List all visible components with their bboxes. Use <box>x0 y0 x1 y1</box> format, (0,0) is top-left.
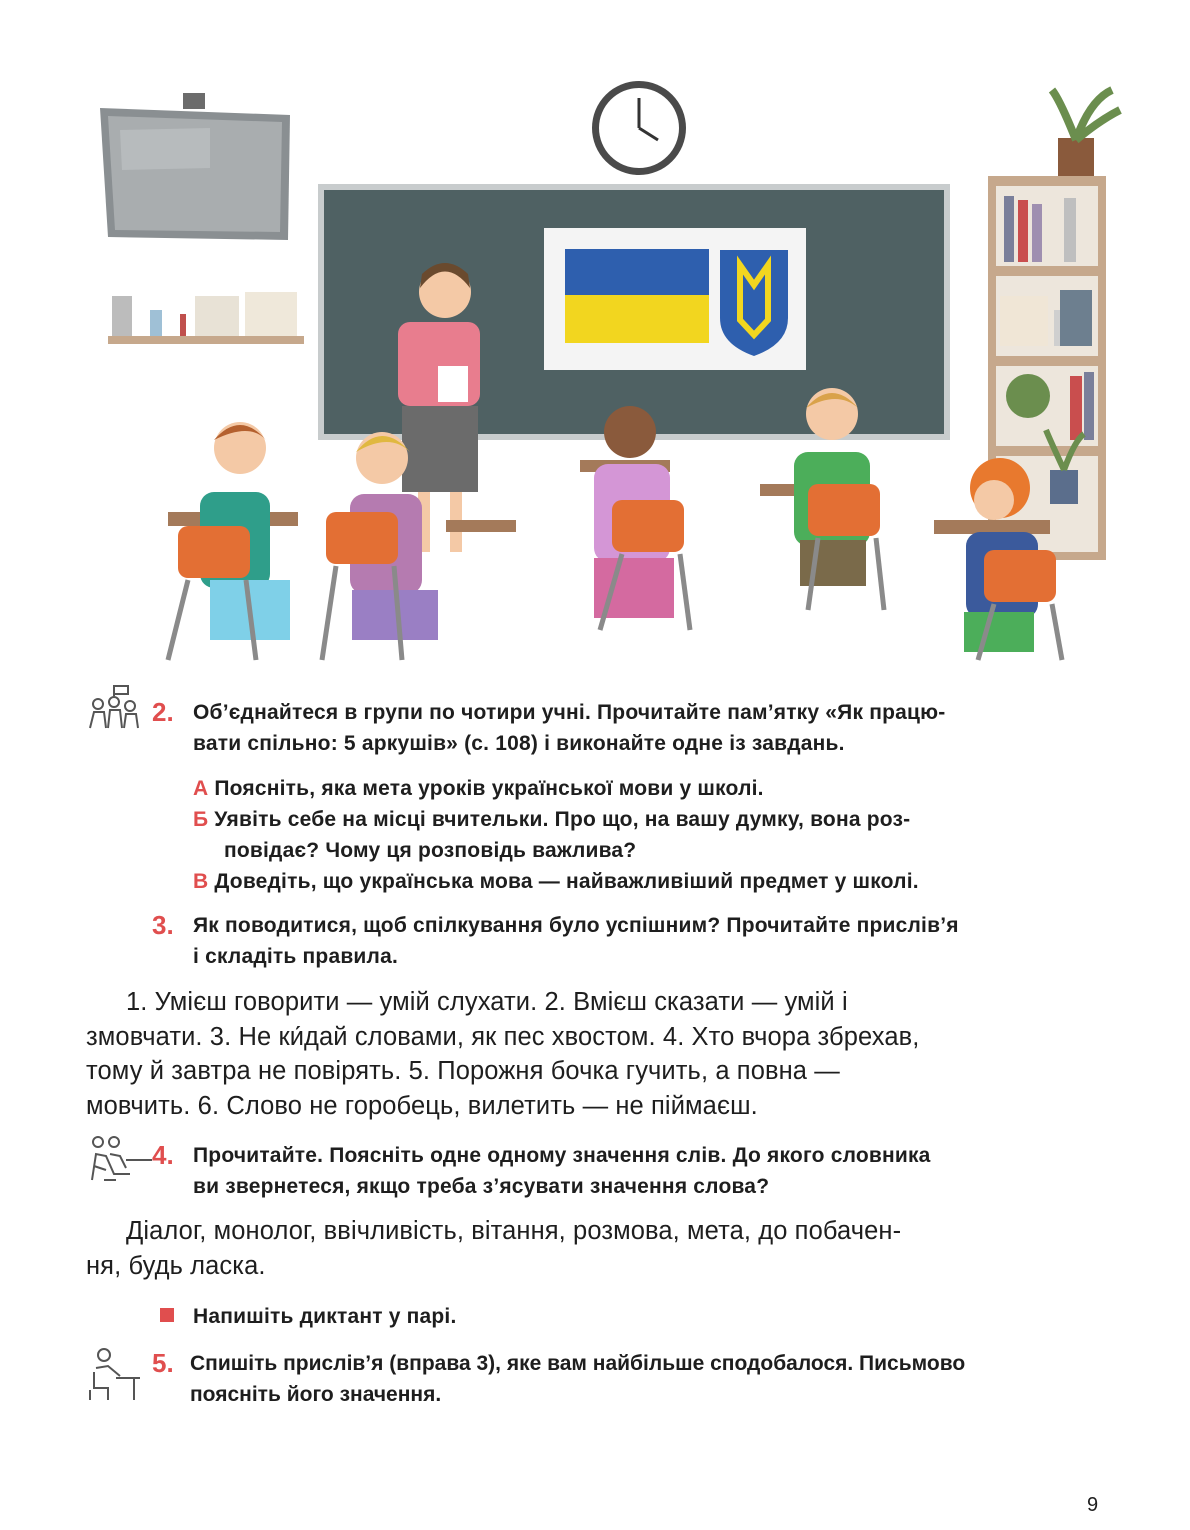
option-c-text: Доведіть, що українська мова — найважливіший предмет у школі. <box>214 870 919 893</box>
task2-text <box>193 697 1053 759</box>
words-line: ня, будь ласка. <box>86 1251 266 1280</box>
proverbs-line: тому й завтра не повірять. 5. Порожня бочка гучить, а повна — <box>86 1057 840 1085</box>
bullet-text: Напишіть диктант у парі. <box>193 1305 457 1328</box>
proverbs-text <box>86 985 1051 1123</box>
option-a-text: Поясніть, яка мета уроків української мови у школі. <box>214 777 764 800</box>
task4-number: 4. <box>152 1140 174 1170</box>
task4-text <box>193 1140 1053 1202</box>
task3-line1: Як поводитися, щоб спілкування було успішним? Прочитайте прислів’я <box>193 914 959 937</box>
page-number: 9 <box>1087 1494 1099 1516</box>
words-line: Діалог, монолог, ввічливість, вітання, розмова, мета, до побачен- <box>126 1217 902 1245</box>
proverbs-line: змовчати. 3. Не ки́дай словами, як пес хвостом. 4. Хто вчора збрехав, <box>86 1022 920 1051</box>
classroom-illustration <box>60 60 1140 685</box>
task5-text <box>190 1348 1060 1410</box>
task4-line1: Прочитайте. Поясніть одне одному значення слів. До якого словника <box>193 1144 931 1167</box>
wall-shelf <box>108 292 304 344</box>
proverbs-line: мовчить. 6. Слово не горобець, вилетить — не піймаєш. <box>86 1091 758 1120</box>
task2-options <box>193 773 1053 897</box>
option-a <box>193 773 1053 804</box>
task5-number: 5. <box>152 1348 174 1378</box>
proverbs-line: 1. Умієш говорити — умій слухати. 2. Вмієш сказати — умій і <box>126 988 848 1016</box>
task2-line2: вати спільно: 5 аркушів» (с. 108) і виконайте одне із завдань. <box>193 732 845 755</box>
task5-line1: Спишіть прислів’я (вправа 3), яке вам найбільше сподобалося. Письмово <box>190 1352 966 1375</box>
writing-at-desk-icon <box>86 1346 142 1400</box>
pair-work-icon <box>86 1134 152 1186</box>
option-b-cont <box>193 835 1053 866</box>
option-b-line2: повідає? Чому ця розповідь важлива? <box>224 839 637 862</box>
task2-number: 2. <box>152 697 174 727</box>
task3-line2: і складіть правила. <box>193 945 398 968</box>
option-b-line1: Уявіть себе на місці вчительки. Про що, на вашу думку, вона роз- <box>214 808 911 831</box>
task3-text <box>193 910 1053 972</box>
words-text <box>86 1214 1051 1283</box>
wall-clock <box>592 81 686 175</box>
bullet-square <box>160 1308 174 1322</box>
task4-line2: ви звернетеся, якщо треба з’ясувати значення слова? <box>193 1175 770 1198</box>
task2-line1: Об’єднайтеся в групи по чотири учні. Прочитайте пам’ятку «Як працю- <box>193 701 946 724</box>
task3-number: 3. <box>152 910 174 940</box>
option-c-letter: В <box>193 870 209 893</box>
option-c <box>193 866 1053 897</box>
group-work-icon <box>84 684 144 734</box>
task5-line2: поясніть його значення. <box>190 1383 442 1406</box>
option-a-letter: А <box>193 777 209 800</box>
option-b <box>193 804 1053 835</box>
tv-screen <box>100 93 290 240</box>
option-b-letter: Б <box>193 808 209 831</box>
